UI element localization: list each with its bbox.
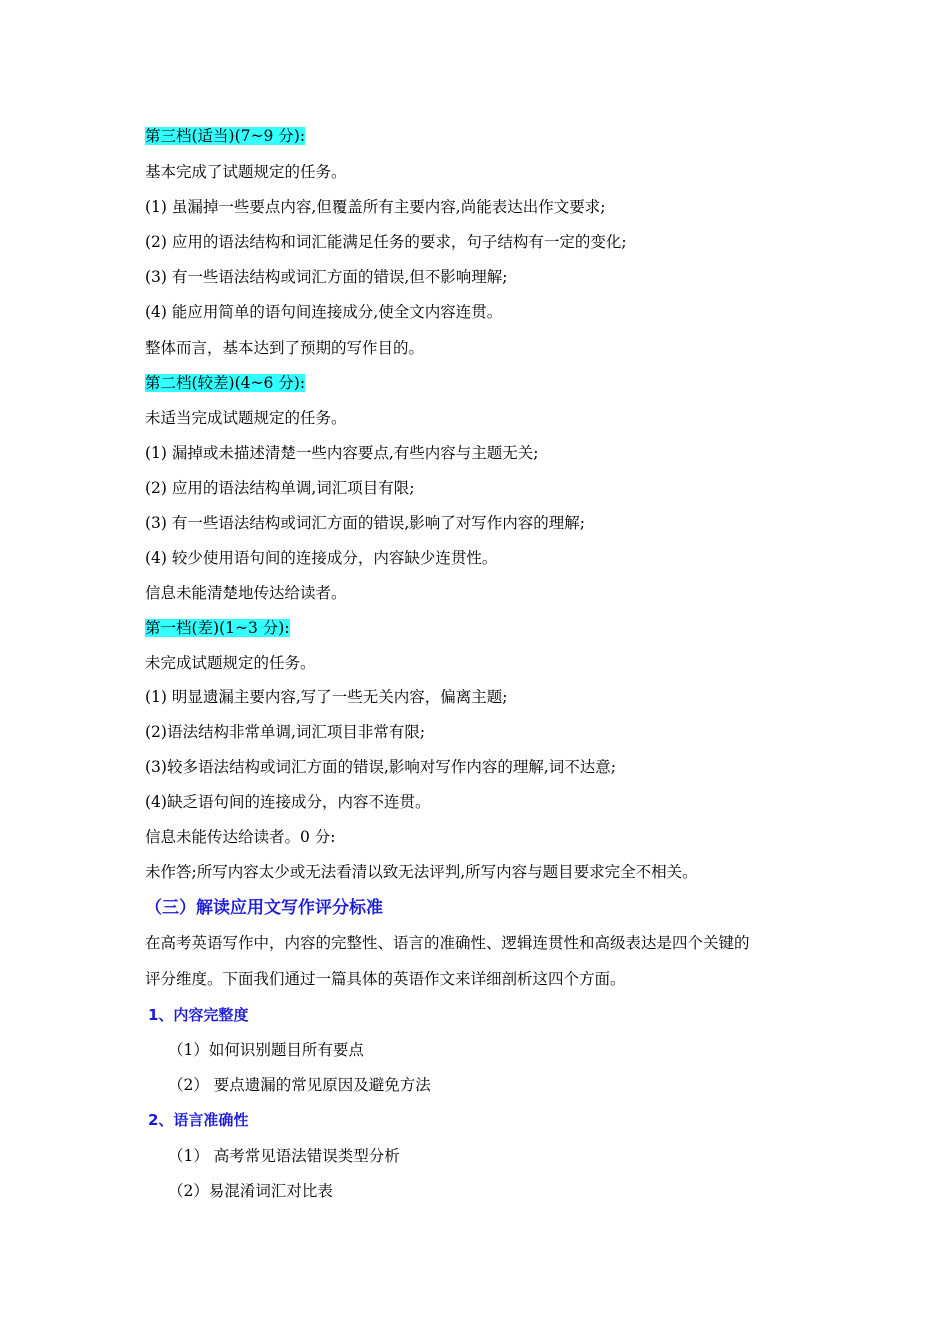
grade3-heading [145,125,305,147]
sub2-title: 2、语言准确性 [148,1111,249,1129]
grade3-intro: 基本完成了试题规定的任务。 [145,163,347,181]
grade1-summary: 信息未能传达给读者。0 分: [145,828,336,846]
grade1-heading [145,617,290,639]
grade1-item-2: (2)语法结构非常单调,词汇项目非常有限; [145,723,426,741]
grade2-item-4: (4) 较少使用语句间的连接成分，内容缺少连贯性。 [145,549,498,567]
grade3-item-3: (3) 有一些语法结构或词汇方面的错误,但不影响理解; [145,268,508,286]
section3-para-line2: 评分维度。下面我们通过一篇具体的英语作文来详细剖析这四个方面。 [145,970,626,988]
grade1-item-1: (1) 明显遗漏主要内容,写了一些无关内容，偏离主题; [145,688,508,706]
grade2-heading-text: 第二档(较差)(4~6 分): [145,374,306,392]
grade3-heading-text: 第三档(适当)(7~9 分): [145,127,306,145]
grade3-item-1: (1) 虽漏掉一些要点内容,但覆盖所有主要内容,尚能表达出作文要求; [145,198,606,216]
grade1-zero: 未作答;所写内容太少或无法看清以致无法评判,所写内容与题目要求完全不相关。 [145,863,698,881]
grade2-summary: 信息未能清楚地传达给读者。 [145,584,347,602]
grade2-heading [145,372,305,394]
grade2-item-2: (2) 应用的语法结构单调,词汇项目有限; [145,479,415,497]
grade2-item-1: (1) 漏掉或未描述清楚一些内容要点,有些内容与主题无关; [145,444,539,462]
section3-title: （三）解读应用文写作评分标准 [145,898,383,918]
sub1-title: 1、内容完整度 [148,1006,249,1024]
grade1-item-4: (4)缺乏语句间的连接成分，内容不连贯。 [145,793,431,811]
grade3-item-2: (2) 应用的语法结构和词汇能满足任务的要求，句子结构有一定的变化; [145,233,627,251]
grade3-item-4: (4) 能应用简单的语句间连接成分,使全文内容连贯。 [145,303,503,321]
grade2-item-3: (3) 有一些语法结构或词汇方面的错误,影响了对写作内容的理解; [145,514,586,532]
grade1-heading-text: 第一档(差)(1~3 分): [145,619,290,637]
grade1-intro: 未完成试题规定的任务。 [145,654,316,672]
grade2-intro: 未适当完成试题规定的任务。 [145,409,347,427]
section3-para-line1: 在高考英语写作中，内容的完整性、语言的准确性、逻辑连贯性和高级表达是四个关键的 [145,934,750,952]
grade1-item-3: (3)较多语法结构或词汇方面的错误,影响对写作内容的理解,词不达意; [145,758,617,776]
sub1-item-1: （1）如何识别题目所有要点 [168,1041,364,1059]
sub1-item-2: （2） 要点遗漏的常见原因及避免方法 [168,1076,431,1094]
sub2-item-2: （2）易混淆词汇对比表 [168,1182,333,1200]
sub2-item-1: （1） 高考常见语法错误类型分析 [168,1147,400,1165]
grade3-summary: 整体而言，基本达到了预期的写作目的。 [145,339,425,357]
